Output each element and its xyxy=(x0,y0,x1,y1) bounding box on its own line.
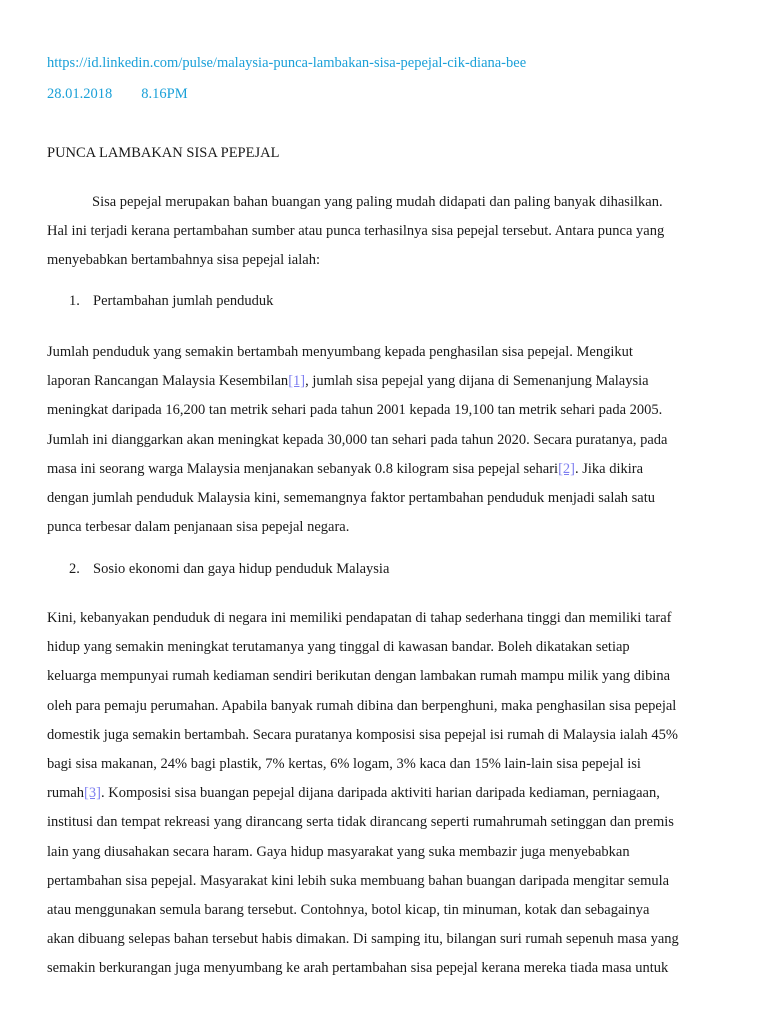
list-number: 1. xyxy=(69,293,80,309)
list-item-1 xyxy=(69,293,273,310)
text-run: . Jika dikira xyxy=(575,460,644,477)
paragraph-line: hidup yang semakin meningkat terutamanya yang tinggal di kawasan bandar. Boleh dikatakan setiap xyxy=(47,639,630,656)
paragraph-line xyxy=(47,455,727,484)
paragraph-line: oleh para pemaju perumahan. Apabila banyak rumah dibina dan berpenghuni, maka penghasilan sisa pepejal xyxy=(47,697,677,714)
footnote-ref-2[interactable]: [2] xyxy=(558,460,576,477)
text-run: masa ini seorang warga Malaysia menjanakan sebanyak 0.8 kilogram sisa pepejal sehari xyxy=(47,460,559,477)
text-run: rumah xyxy=(47,785,85,802)
source-url-link[interactable]: https://id.linkedin.com/pulse/malaysia-punca-lambakan-sisa-pepejal-cik-diana-bee xyxy=(47,55,527,71)
paragraph-line: domestik juga semakin bertambah. Secara puratanya komposisi sisa pepejal isi rumah di Malaysia ialah 45% xyxy=(47,726,678,743)
paragraph-socioeconomic xyxy=(47,604,727,984)
time-text: 8.16PM xyxy=(141,86,188,102)
paragraph-line: Jumlah ini dianggarkan akan meningkat kepada 30,000 tan sehari pada tahun 2020. Secara puratanya, pada xyxy=(47,431,668,448)
paragraph-line: dengan jumlah penduduk Malaysia kini, sememangnya faktor pertambahan penduduk menjadi salah satu xyxy=(47,490,656,507)
paragraph-population xyxy=(47,338,727,542)
paragraph-line xyxy=(47,779,727,808)
list-text: Pertambahan jumlah penduduk xyxy=(93,293,274,309)
list-text: Sosio ekonomi dan gaya hidup penduduk Malaysia xyxy=(93,561,390,577)
footnote-ref-1[interactable]: [1] xyxy=(288,373,306,390)
intro-line: Sisa pepejal merupakan bahan buangan yang paling mudah didapati dan paling banyak dihasilkan. xyxy=(92,194,663,210)
paragraph-line: pertambahan sisa pepejal. Masyarakat kini lebih suka membuang bahan buangan daripada mengitar semula xyxy=(47,872,670,889)
date-time-line xyxy=(47,86,188,103)
paragraph-line: keluarga mempunyai rumah kediaman sendiri berikutan dengan lambakan rumah mampu milik yang dibina xyxy=(47,668,671,685)
list-number: 2. xyxy=(69,561,80,577)
paragraph-line: Jumlah penduduk yang semakin bertambah menyumbang kepada penghasilan sisa pepejal. Mengikut xyxy=(47,344,633,360)
date-text: 28.01.2018 xyxy=(47,86,113,102)
paragraph-line: Kini, kebanyakan penduduk di negara ini memiliki pendapatan di tahap sederhana tinggi dan memiliki taraf xyxy=(47,610,672,626)
paragraph-line: meningkat daripada 16,200 tan metrik sehari pada tahun 2001 kepada 19,100 tan metrik sehari pada 2005. xyxy=(47,402,663,419)
paragraph-line: bagi sisa makanan, 24% bagi plastik, 7% kertas, 6% logam, 3% kaca dan 15% lain-lain sisa pepejal isi xyxy=(47,756,641,773)
document-title: PUNCA LAMBAKAN SISA PEPEJAL xyxy=(47,145,280,161)
footnote-ref-3[interactable]: [3] xyxy=(84,785,101,802)
paragraph-line: akan dibuang selepas bahan tersebut habis dimakan. Di samping itu, bilangan suri rumah sepenuh masa yang xyxy=(47,931,679,948)
intro-paragraph xyxy=(47,188,727,275)
paragraph-line: semakin berkurangan juga menyumbang ke arah pertambahan sisa pepejal kerana mereka tiada masa untuk xyxy=(47,960,669,977)
text-run: laporan Rancangan Malaysia Kesembilan xyxy=(47,373,289,390)
text-run: , jumlah sisa pepejal yang dijana di Semenanjung Malaysia xyxy=(305,373,649,390)
intro-line: menyebabkan bertambahnya sisa pepejal ialah: xyxy=(47,252,320,268)
paragraph-line: institusi dan tempat rekreasi yang dirancang serta tidak dirancang seperti rumahrumah setinggan dan premis xyxy=(47,814,674,831)
list-item-2 xyxy=(69,561,389,578)
paragraph-line: punca terbesar dalam penjanaan sisa pepejal negara. xyxy=(47,519,350,536)
paragraph-line xyxy=(47,367,727,396)
paragraph-line: atau menggunakan semula barang tersebut. Contohnya, botol kicap, tin minuman, kotak dan sebagainya xyxy=(47,902,650,919)
paragraph-line: lain yang diusahakan secara haram. Gaya hidup masyarakat yang suka membazir juga menyebabkan xyxy=(47,843,630,860)
text-run: . Komposisi sisa buangan pepejal dijana daripada aktiviti harian daripada kediaman, perniagaan, xyxy=(100,785,660,802)
intro-line: Hal ini terjadi kerana pertambahan sumber atau punca terhasilnya sisa pepejal tersebut. Antara punca yang xyxy=(47,223,665,239)
